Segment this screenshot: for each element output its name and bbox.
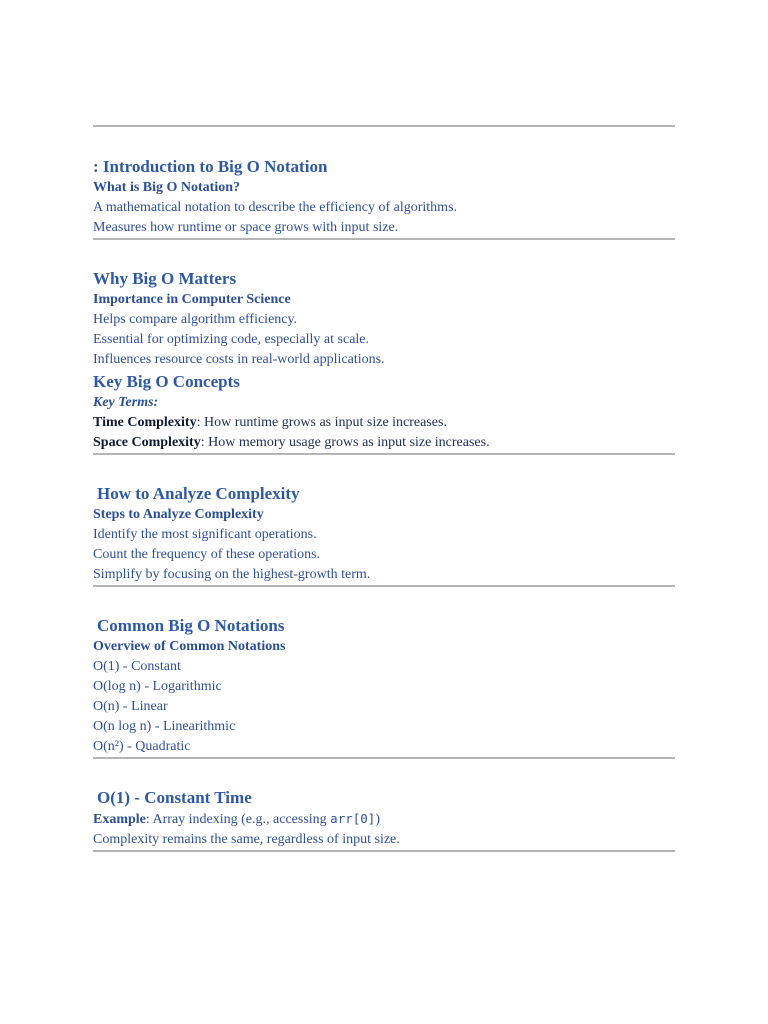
example-line [93, 809, 675, 830]
section-why-big-o [93, 268, 675, 370]
term-name: Time Complexity [93, 415, 197, 430]
notation-item: O(1) - Constant [93, 659, 181, 674]
section-common-notations [93, 615, 675, 757]
body-line: Complexity remains the same, regardless of input size. [93, 832, 400, 847]
section-title: Key Big O Concepts [93, 372, 240, 391]
section-divider [93, 238, 675, 240]
section-divider [93, 757, 675, 759]
section-key-concepts [93, 371, 675, 453]
section-subtitle: What is Big O Notation? [93, 180, 241, 195]
section-subtitle: Key Terms: [93, 395, 159, 410]
body-line: Count the frequency of these operations. [93, 547, 321, 562]
section-title: Common Big O Notations [97, 616, 285, 635]
section-divider [93, 585, 675, 587]
notation-item: O(log n) - Logarithmic [93, 679, 222, 694]
term-line [93, 413, 675, 433]
section-title: : Introduction to Big O Notation [93, 157, 328, 176]
section-divider [93, 453, 675, 455]
body-line: Essential for optimizing code, especially at scale. [93, 332, 370, 347]
body-line: Simplify by focusing on the highest-growth term. [93, 567, 371, 582]
top-divider [93, 125, 675, 127]
example-text: : Array indexing (e.g., accessing [145, 812, 331, 827]
term-line [93, 433, 675, 453]
term-description: : How runtime grows as input size increases. [196, 415, 447, 430]
body-line: Measures how runtime or space grows with input size. [93, 220, 399, 235]
section-constant-time [93, 787, 675, 850]
example-code: arr[0] [330, 811, 376, 826]
section-subtitle: Overview of Common Notations [93, 639, 286, 654]
section-title: O(1) - Constant Time [97, 788, 252, 807]
term-name: Space Complexity [93, 435, 201, 450]
notation-item: O(n²) - Quadratic [93, 739, 191, 754]
body-line: Helps compare algorithm efficiency. [93, 312, 298, 327]
section-subtitle: Importance in Computer Science [93, 292, 291, 307]
document-page [93, 125, 675, 852]
body-line: Identify the most significant operations. [93, 527, 317, 542]
section-analyze-complexity [93, 483, 675, 585]
body-line: Influences resource costs in real-world applications. [93, 352, 385, 367]
example-label: Example [93, 812, 146, 827]
term-description: : How memory usage grows as input size increases. [200, 435, 490, 450]
section-subtitle: Steps to Analyze Complexity [93, 507, 264, 522]
section-introduction [93, 156, 675, 238]
section-title: Why Big O Matters [93, 269, 237, 288]
example-close: ) [375, 812, 380, 827]
section-title: How to Analyze Complexity [97, 484, 300, 503]
section-divider [93, 850, 675, 852]
notation-item: O(n) - Linear [93, 699, 168, 714]
body-line: A mathematical notation to describe the efficiency of algorithms. [93, 200, 458, 215]
notation-item: O(n log n) - Linearithmic [93, 719, 236, 734]
